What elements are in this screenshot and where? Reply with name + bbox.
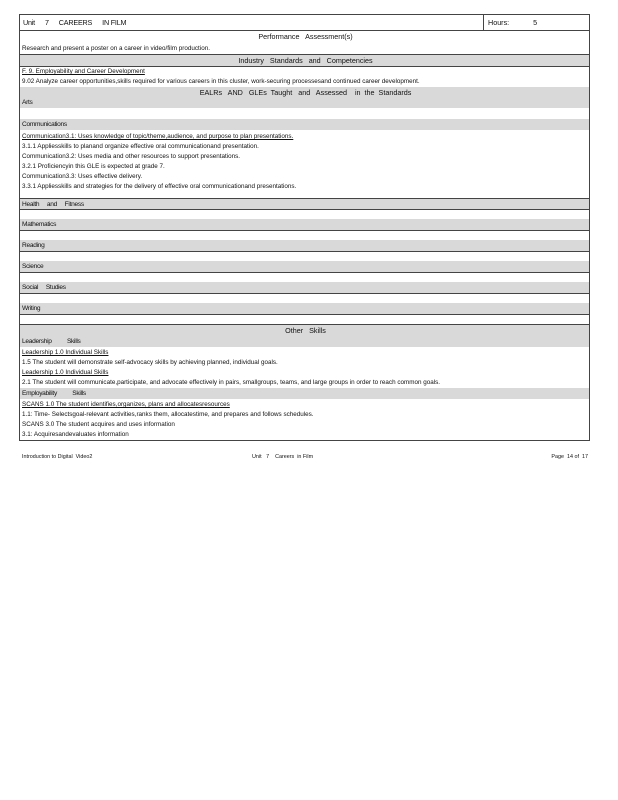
performance-assessment-heading: Performance Assessment(s) [258,32,353,41]
writing-label: Writing [20,303,589,314]
communications-list [20,130,589,198]
employability-line: 1.1: Time- Selectsgoal-relevant activities,ranks them, allocatestime, and prepares and follows schedules. [22,411,314,418]
employability-line: 3.1: Acquiresandevaluates information [22,431,129,438]
reading-content [20,251,589,261]
communications-label: Communications [20,119,589,130]
unit-title-row [20,15,589,31]
arts-label: Arts [22,99,33,106]
leadership-line: Leadership 1.0 Individual Skills [22,349,109,356]
unit-title-part-1: CAREERS [58,18,93,27]
communication-line: Communication3.3: Uses effective delivery. [22,173,143,180]
footer-unit: Unit 7 Careers in Film [252,454,314,460]
leadership-list [20,347,589,388]
industry-standard-link[interactable]: F. 9. Employability and Career Development [22,68,145,75]
footer-course: Introduction to Digital Video2 [22,454,93,460]
hours-cell [483,15,589,30]
employability-list [20,399,589,440]
science-label: Science [20,261,589,272]
unit-document [19,14,590,441]
health-content [20,209,589,219]
communication-line: 3.3.1 Appliesskills and strategies for the delivery of effective oral communicationand presentations. [22,183,297,190]
ealrs-block [20,87,589,108]
hours-label: Hours: [488,18,510,27]
leadership-skills-label: Leadership Skills [20,336,589,347]
other-skills-heading: Other Skills [20,324,589,336]
performance-assessment-text: Research and present a poster on a career in video/film production. [20,43,589,55]
leadership-line: 2.1 The student will communicate,participate, and advocate effectively in pairs, smallgroups, teams, and large groups in order to reach common goals. [22,379,441,386]
science-content [20,272,589,282]
arts-content [20,108,589,119]
social-content [20,293,589,303]
unit-number: 7 [44,18,49,27]
ealrs-heading: EALRs AND GLEs Taught and Assessed in the Standards [199,88,412,97]
employability-line: SCANS 3.0 The student acquires and uses information [22,421,175,428]
communication-line: 3.1.1 Appliesskills to planand organize effective oral communicationand presentation. [22,143,259,150]
communication-line: Communication3.1: Uses knowledge of topic/theme,audience, and purpose to plan presentations. [22,133,294,140]
health-fitness-label: Health and Fitness [20,198,589,209]
unit-title [20,15,483,30]
industry-standard-text: 9.02 Analyze career opportunities,skills required for various careers in this cluster, work-securing processesand continued career development. [22,78,420,85]
leadership-line: Leadership 1.0 Individual Skills [22,369,109,376]
leadership-line: 1.5 The student will demonstrate self-advocacy skills by achieving planned, individual goals. [22,359,278,366]
industry-standards-heading: Industry Standards and Competencies [20,55,589,67]
employability-line: SCANS 1.0 The student identifies,organizes, plans and allocatesresources [22,401,230,408]
employability-skills-label: Employability Skills [20,388,589,399]
footer-page-number: Page 14 of 17 [551,454,588,460]
unit-title-part-2: IN FILM [102,18,127,27]
unit-label: Unit [23,18,35,27]
reading-label: Reading [20,240,589,251]
hours-value: 5 [533,18,538,27]
communication-line: Communication3.2: Uses media and other resources to support presentations. [22,153,241,160]
math-content [20,230,589,240]
writing-content [20,314,589,324]
page-footer [22,454,588,460]
social-studies-label: Social Studies [20,282,589,293]
communication-line: 3.2.1 Proficiencyin this GLE is expected at grade 7. [22,163,165,170]
mathematics-label: Mathematics [20,219,589,230]
